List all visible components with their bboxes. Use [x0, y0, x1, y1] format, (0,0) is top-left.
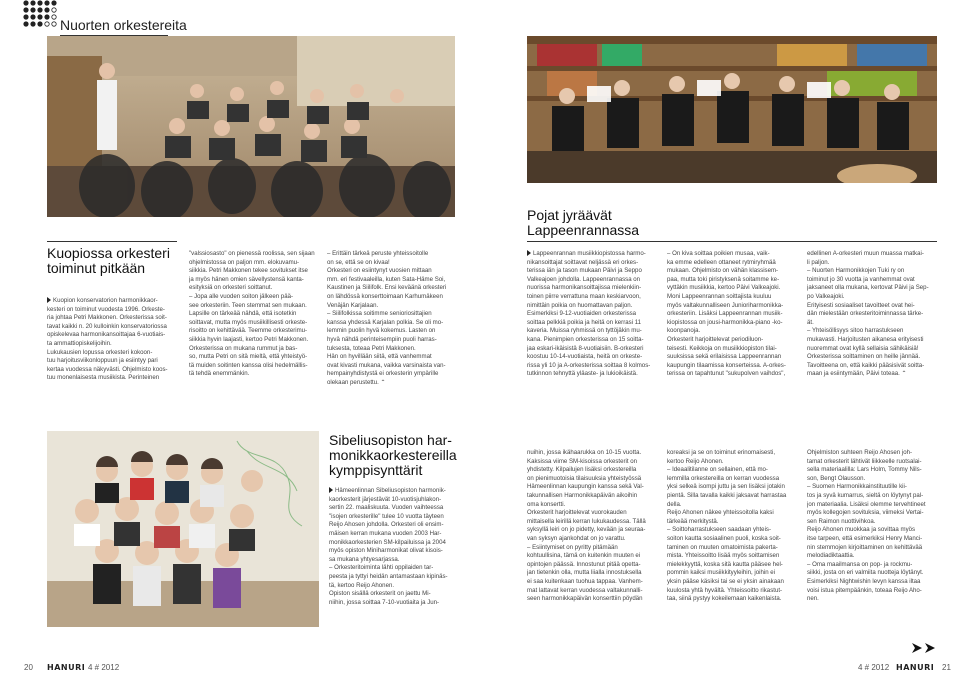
text-line: jan tietenkin olla, mutta liialla innostuksella — [527, 569, 642, 577]
text-line: "isojen orkesterille" tulee 10 vuotta täyteen — [329, 512, 444, 520]
text-line: orkesteriin. Lisäksi Lappeenrannan musiik- — [667, 310, 783, 318]
text-line: hempainyhdistystä ei orkesterin ympärille — [327, 370, 439, 378]
text-line: lemmin puolin hyvä kokemus. Lasten on — [327, 327, 436, 335]
bullet-triangle-icon — [527, 250, 531, 256]
text-line: soittaa pelkkiä poikia ja heitä on kerrasi 11 — [527, 318, 642, 326]
page-number-left: 20 — [24, 663, 33, 672]
text-line: – Suomen Harmonikkainstituutille kii- — [807, 483, 907, 491]
text-line: Reijo Ahonen muokkaa ja sovittaa myös — [807, 526, 916, 534]
text-line: kiopistossa on jousi-harmonikka-piano -ko- — [667, 318, 783, 326]
article3-col3 — [667, 449, 797, 604]
text-line: – On kiva soittaa poikien musaa, vaik- — [667, 250, 770, 257]
article2-heading — [527, 208, 639, 238]
text-line: yksin pääse käsiksi tai se ei yksin ainakaan — [667, 577, 784, 585]
text-line: olekaan perustettu. ⌃ — [327, 378, 386, 386]
text-line: terissa iän ja tason mukaan Päivi ja Seppo — [527, 267, 642, 275]
text-line: siikki, josta on eri valmiita nuotteja löytänyt. — [807, 569, 924, 577]
article1-heading-line: Kuopiossa orkesteri — [47, 245, 170, 261]
photo-kuopio-orchestra — [47, 36, 455, 217]
footer-brand-right: HANURI — [896, 663, 935, 672]
text-line: – Erittäin tärkeä peruste yhteissoitolle — [327, 250, 429, 257]
text-line: koostuu 10-14-vuotiaista, heitä on orkeste- — [527, 353, 643, 361]
text-line: mm. eri festivaaleilla, kuten Sata-Häme Soi, — [327, 275, 446, 283]
text-line: – Nuorten Harmonikkojen Tuki ry on — [807, 267, 905, 275]
article2-col2 — [667, 250, 797, 379]
text-line: Orkesterit harjoittelevat vuorokauden — [527, 509, 627, 517]
text-line: jaksaneet olla mukana, kertovat Päivi ja Sep- — [807, 284, 929, 292]
end-mark-icon: ⌃ — [380, 378, 386, 386]
text-line: – Oma maailmansa on pop- ja rockmu- — [807, 560, 913, 568]
text-line: mista. Yhteissoitto lisää myös soittamisen — [667, 552, 780, 560]
text-line: toinen piirre verrattuna maan keskiarvoon, — [527, 292, 641, 300]
magazine-dot-logo — [22, 0, 58, 30]
text-line: soittavat, mutta myös musiikillisesti orkeste- — [189, 318, 308, 326]
text-line: kertaa vuodessa näkyvästi. Ohjelmisto koos- — [47, 365, 168, 373]
text-line: tärkeää merkitystä. — [667, 517, 719, 525]
text-line: kanssa yhdessä Karjalan polkia. Se oli mo- — [327, 318, 444, 326]
text-line: Valkeajoen johdolla. Lappeenrannassa on — [527, 275, 641, 283]
text-line: yksi selkeä isompi juttu ja sen lisäksi jotakin — [667, 483, 785, 491]
article2-col1 — [527, 250, 657, 379]
text-line: nuihin, jossa ikähaarukka on 10-15 vuotta. — [527, 449, 642, 456]
text-line: siikkia. Petri Makkonen tekee sovitukset itse — [189, 267, 308, 275]
text-line: on pienimuotoisia tilaisuuksia yhteistyössä — [527, 474, 642, 482]
text-line: kesteri on toiminut vuodesta 1996. Orkeste- — [47, 305, 165, 313]
text-line: tä tehdä enemmänkin. — [189, 370, 250, 378]
text-line: Orkesterissa soittaminen on heille jännää. — [807, 353, 921, 361]
text-line: nin stemmojen kirjoittaminen on kehittävää — [807, 543, 923, 551]
text-line: kaupungin tilaamissa konserteissa. A-orkes- — [667, 361, 786, 369]
text-line: so, mutta Petri on sitä mieltä, että yhteistyö- — [189, 353, 308, 361]
text-line: ei saa kuitenkaan tuohua tappaa. Vanhem- — [527, 577, 643, 585]
text-line: – Orkesteritoiminta lähti oppilaiden tar- — [329, 564, 434, 572]
text-line: koonpanoja. — [667, 327, 701, 335]
text-line: taa, siinä pystyy kokeilemaan kaikenlaista. — [667, 595, 782, 603]
text-line: della. — [667, 500, 682, 508]
text-line: oma konsertti. — [527, 500, 566, 508]
text-line: Orkesterit harjoittelevat periodiluon- — [667, 335, 764, 343]
text-line: risoitto on kehittävää. Teemme orkesterimu- — [189, 327, 308, 335]
text-line: yhdistetty. Kilpailujen lisäksi orkestereilla — [527, 466, 637, 474]
text-line: maan ja esiintymään, Päivi toteaa. ⌃ — [807, 370, 907, 378]
section-title: Nuorten orkestereita — [60, 17, 187, 33]
text-line: Orkesteri on esiintynyt vuosien mittaan — [327, 267, 432, 275]
text-line: Reijo Ahonen näkee yhteissoitolla kaksi — [667, 509, 774, 517]
text-line: hyvä nähdä perinteisempiin puoli harras- — [327, 335, 437, 343]
text-line: kana. Pienimpien orkesterissa on 15 soitta- — [527, 335, 644, 343]
text-line: tuu harjoitusviikonloppuun ja esiintyy pari — [47, 357, 158, 365]
text-line: voisi istua pitempäänkin, toteaa Reijo Aho- — [807, 586, 922, 594]
text-line: nikansoittajat soittavat neljässä eri orkes- — [527, 258, 639, 266]
article1-heading-line: toiminut pitkään — [47, 260, 146, 276]
text-line: koreaksi ja se on toiminut erinomaisesti, — [667, 449, 776, 456]
article1-col3 — [327, 250, 455, 388]
text-line: sella materiaalilla: Lars Holm, Tommy Nils- — [807, 466, 922, 474]
text-line: tos ja syvä kumarrus, sieltä on löytynyt pal- — [807, 491, 924, 499]
text-line: ovat kivasti mukana, vaikka varsinaista van- — [327, 361, 446, 369]
article3-heading-line: monikkaorkestereilla — [329, 447, 457, 463]
text-line: mäisen kerran mukana vuoden 2003 Har- — [329, 529, 442, 537]
text-line: nuoremmat ovat kyllä sellaisia sähikäisiä! — [807, 344, 919, 352]
article1-col2 — [189, 250, 317, 379]
text-line: pientä. Silla tavalla kaikki jaksavat harrastaa — [667, 491, 787, 499]
text-line: ja myös hänen omien sävellystensä kanta- — [189, 275, 304, 283]
text-line: myös valtakunnalliseen Junioriharmonikka- — [667, 301, 784, 309]
article3-heading-line: Sibeliusopiston har- — [329, 432, 452, 448]
article3-col1 — [329, 487, 457, 607]
text-line: siikkia hyvin laajasti, kertoo Petri Makkonen. — [189, 335, 309, 343]
text-line: on lähdössä konserttoimaan Karhumäkeen — [327, 292, 443, 300]
text-line: tuksesta, toteaa Petri Makkonen. — [327, 344, 416, 352]
article2-heading-line: Pojat jyräävät — [527, 207, 612, 223]
text-line: Kaustinen ja Siilifolk. Ensi keväänä orkesteri — [327, 284, 447, 292]
text-line: lemmilla orkestereilla on kerran vuodessa — [667, 474, 780, 482]
footer-brand-left: HANURI — [47, 663, 86, 672]
text-line: ät. — [807, 318, 814, 326]
text-line: "valssiosasto" on pienessä roolissa, sen sijaan — [189, 250, 315, 257]
text-line: opiskelevaa harmonikansoittajaa 6-vuotiais- — [47, 331, 166, 339]
page-number-right: 21 — [942, 663, 951, 672]
text-line: sen Raimon nuottivihkoa. — [807, 517, 876, 525]
text-line: esityksiä on orkesteri soittanut. — [189, 284, 273, 292]
text-line: on se, että se on kivaa! — [327, 258, 390, 266]
article2-heading-line: Lappeenrannassa — [527, 222, 640, 238]
text-line: ta ammattiopiskelijoihin. — [47, 339, 112, 347]
article1-heading — [47, 246, 170, 276]
text-line: sa mukana yhtyesarjassa. — [329, 555, 400, 563]
text-line: opintojen päässä. Innostunut pitää opetta- — [527, 560, 641, 568]
text-line: – Soittoharrastukseen saadaan yhteis- — [667, 526, 771, 534]
text-line: – Siilifolkissa soitimme senioriosittajien — [327, 310, 432, 318]
text-line: myös opiston Miniharmonikat olivat kisois- — [329, 547, 443, 555]
text-line: kaorkesterit järjestävät 10-vuotisjuhlakon- — [329, 495, 442, 503]
text-line: mukaan. Ohjelmisto on vähän klassisem- — [667, 267, 779, 275]
text-line: Lukukausien lopussa orkesteri kokoon- — [47, 348, 153, 356]
article3-heading — [329, 433, 457, 478]
text-line: nuorissa harmonikansoittajissa mielenkiin- — [527, 284, 642, 292]
text-line: mittaisella leirillä kerran lukukaudessa. Tällä — [527, 517, 646, 525]
text-line: Tavoitteena on, että kaikki pääsisivät soitta- — [807, 361, 925, 369]
text-line: son, Bengt Olausson. — [807, 474, 866, 482]
text-line: ria johtaa Petri Makkonen. Orkesterissa soit- — [47, 314, 167, 322]
text-line: takunnallisen Harmonikkapäivän aikoihin — [527, 491, 638, 499]
text-line: jon materiaalia. Lisäksi olemme tervehtineet — [807, 500, 926, 508]
footer-issue-left: 4 # 2012 — [88, 663, 120, 672]
article3-col2 — [527, 449, 657, 604]
text-line: syksyllä leiri on jo pidetty, kevään ja seuraa- — [527, 526, 646, 534]
text-line: Ohjelmiston suhteen Reijo Ahosen joh- — [807, 449, 913, 456]
text-line: sertin 22. maaliskuuta. Vuoden vaihteessa — [329, 504, 444, 512]
text-line: nen. — [807, 595, 819, 603]
text-line: dän mielestään orkesteritoiminnassa tärke- — [807, 310, 924, 318]
text-line: monikkaorkesterien SM-kilpailuissa ja 2004 — [329, 538, 446, 546]
text-line: teisesti. Keikkoja on musiikkiopiston tilai- — [667, 344, 777, 352]
text-line: seen harmonikkapäivän konserttiin pöydän — [527, 595, 643, 603]
text-line: taminen on muuten omatoimista pakerta- — [667, 543, 778, 551]
text-line: kertoo Reijo Ahonen. — [667, 457, 724, 465]
text-line: Lapsille on tärkeää nähdä, että isotetkin — [189, 310, 297, 318]
text-line: nimittäin poikia on huomattavan paljon. — [527, 301, 633, 309]
text-line: – Esiintymiset on pyritty pitämään — [527, 543, 618, 551]
text-line: Hän on hyvillään siitä, että vanhemmat — [327, 353, 432, 361]
text-line: terissa on tapahtunut "sukupolven vaihdos", — [667, 370, 786, 378]
text-line: mukavasti. Harjoitusten aikanesa erityisesti — [807, 335, 924, 343]
text-line: niihin, jossa soittaa 7-10-vuotiaita ja Jun- — [329, 598, 440, 606]
text-line: tavat kaikki n. 20 kulloinkin konservatoriossa — [47, 322, 167, 330]
text-line: pommin kaiksi musiikkityyleihin, joihin ei — [667, 569, 776, 577]
text-line: mielekkyyttä, koska sitä kautta pääsee hel- — [667, 560, 783, 568]
article1-col1 — [47, 297, 175, 383]
text-line: tamat orkesterit lähtivät liikkeelle ruotsalai- — [807, 457, 922, 465]
text-line: melodiadiktaattia. — [807, 552, 855, 560]
bullet-triangle-icon — [47, 297, 51, 303]
text-line: vyttäkin musiikkia, kertoo Päivi Valkeajoki. — [667, 284, 781, 292]
text-line: suuksissa sekä erilaisissa Lappeenrannan — [667, 353, 782, 361]
article3-col4 — [807, 449, 937, 604]
text-line: toiminut jo 30 vuotta ja vanhemmat ovat — [807, 275, 915, 283]
article2-col3 — [807, 250, 937, 379]
text-line: ohjelmistossa on paljon mm. elokuvamu- — [189, 258, 300, 266]
text-line: Reijo Ahosen johdolla. Orkesteri oli ensim- — [329, 521, 444, 529]
text-line: rissa yli 10 ja A-orkesterissa soittaa 8 kolmos- — [527, 361, 651, 369]
text-line: tä, kertoo Reijo Ahonen. — [329, 581, 395, 589]
text-line: mat lattavat kerran vuodessa valtakunnalli- — [527, 586, 643, 594]
text-line: li paljon. — [807, 258, 830, 266]
photo-lappeenranta-boys — [527, 36, 937, 183]
article2-rule — [527, 241, 937, 242]
text-line: Esimerkiksi Nightwishin levyn kanssa iltaa — [807, 577, 921, 585]
photo-sibelius-group — [47, 431, 319, 627]
text-line: itse tarpeen, että esimerkiksi Henry Manci- — [807, 534, 923, 542]
text-line: kuulosta yhtä hyvältä. Yhteissoitto rikastut- — [667, 586, 783, 594]
text-line: kaveria. Muissa ryhmissä on tyttöjäkin mu- — [527, 327, 642, 335]
text-line: Kaksissa viime SM-kisoissa orkesterit on — [527, 457, 638, 465]
article1-rule — [47, 241, 177, 242]
text-line: soiton kautta sosiaalinen puoli, koska soit- — [667, 534, 781, 542]
text-line: see orkesteriin. Teen stemmat sen mukaan. — [189, 301, 307, 309]
text-line: – Jopa alle vuoden soiton jälkeen pää- — [189, 292, 294, 300]
text-line: paa, mutta toki piristyksenä soitamme ke- — [667, 275, 780, 283]
text-line: kohtuullisina, tämä on kuitenkin muuten ei — [527, 552, 641, 560]
text-line: Erityisesti sosiaaliset tavoitteet ovat hei- — [807, 301, 915, 309]
text-line: peesta ja tyttyi heidän antamastaan kipinäs- — [329, 572, 448, 580]
end-mark-icon: ⌃ — [901, 370, 907, 378]
text-line: Lappeenrannan musiikkiopistossa harmo- — [527, 250, 657, 259]
text-line: – Yhteisöllisyys sitoo harrastukseen — [807, 327, 904, 335]
text-line: Esimerkiksi 9-12-vuotiaiden orkesterissa — [527, 310, 637, 318]
text-line: ka emme edelleen ottaneet rytmiryhmää — [667, 258, 776, 266]
text-line: edellinen A-orkesteri muun muassa matkai- — [807, 250, 924, 257]
bullet-triangle-icon — [329, 487, 333, 493]
text-line: Kuopion konservatorion harmonikkaor- — [47, 297, 175, 306]
text-line: tä muiden soitinten kanssa olisi hedelmällis- — [189, 361, 308, 369]
text-line: Moni Lappeenrannan soittajista kuuluu — [667, 292, 772, 300]
text-line: Opiston sisällä orkesterit on jaettu Mi- — [329, 590, 431, 598]
text-line: van syksyn ajankohdat on jo varattu. — [527, 534, 626, 542]
footer-issue-right: 4 # 2012 — [858, 663, 890, 672]
text-line: Orkesterissa on mukana rummut ja bas- — [189, 344, 298, 352]
text-line: Hämeenlinnan Sibeliusopiston harmonik- — [329, 487, 457, 496]
text-line: tutkinnon tehnyttä yläaste- ja lukioikäistä. — [527, 370, 638, 378]
text-line: Venäjän Karjalaan. — [327, 301, 379, 309]
text-line: Hämeenlinnan kaupungin kanssa sekä Val- — [527, 483, 644, 491]
text-line: po Valkeajoki. — [807, 292, 845, 300]
text-line: jaa eskari-ikäisistä 8-vuotiaisiin. B-orkesteri — [527, 344, 644, 352]
article3-heading-line: kymppisynttärit — [329, 462, 423, 478]
text-line: tuu monenlaisesta musiikista. Perinteinen — [47, 374, 160, 382]
text-line: myös kollegojen sovituksia, viimeksi Vertai- — [807, 509, 924, 517]
text-line: – Ideaalitilanne on sellainen, että mo- — [667, 466, 768, 474]
continue-arrows-icon — [912, 641, 938, 659]
